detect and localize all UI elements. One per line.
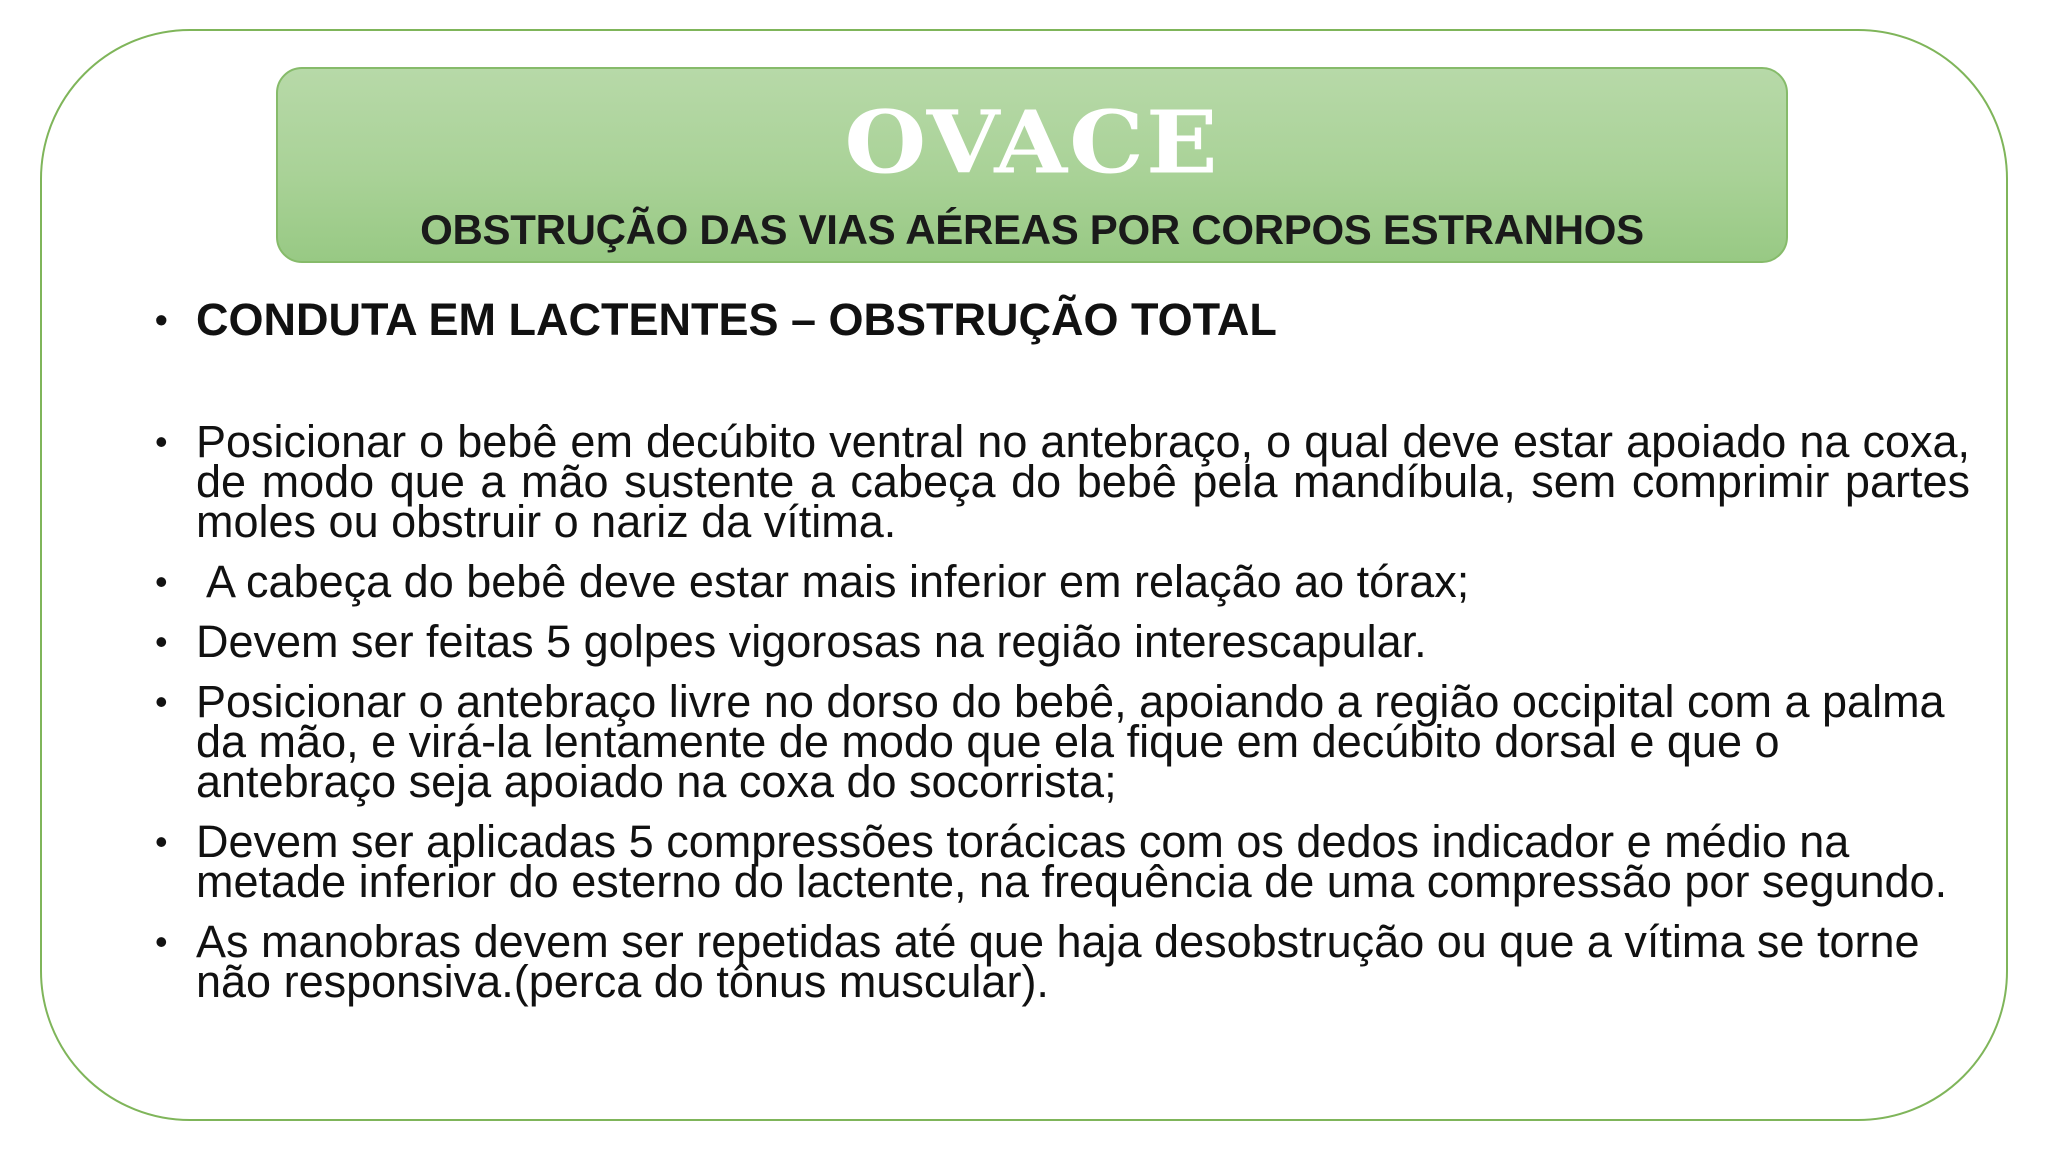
header-banner bbox=[276, 67, 1788, 263]
list-item bbox=[150, 816, 1970, 907]
bullet-icon: • bbox=[155, 921, 168, 962]
list-item-text: A cabeça do bebê deve estar mais inferior em relação ao tórax; bbox=[196, 556, 1470, 607]
slide-subtitle: OBSTRUÇÃO DAS VIAS AÉREAS POR CORPOS ESTRANHOS bbox=[420, 206, 1644, 253]
section-heading bbox=[150, 294, 1970, 345]
bullet-icon: • bbox=[155, 421, 168, 462]
content-list bbox=[150, 294, 1970, 1022]
list-item bbox=[150, 556, 1970, 607]
bullet-icon: • bbox=[155, 561, 168, 602]
list-item-text: Devem ser feitas 5 golpes vigorosas na região interescapular. bbox=[196, 616, 1427, 667]
section-heading-text: CONDUTA EM LACTENTES – OBSTRUÇÃO TOTAL bbox=[196, 294, 1277, 345]
list-item-text: Posicionar o antebraço livre no dorso do bebê, apoiando a região occipital com a palma da mão, e virá-la lentamente de modo que ela fique em decúbito dorsal e que o antebraço seja apoiado na coxa do socorrista; bbox=[196, 676, 1945, 807]
bullet-icon: • bbox=[155, 681, 168, 722]
list-item bbox=[150, 676, 1970, 807]
list-item bbox=[150, 616, 1970, 667]
bullet-icon: • bbox=[155, 299, 168, 340]
list-item-text: Posicionar o bebê em decúbito ventral no antebraço, o qual deve estar apoiado na coxa, de modo que a mão sustente a cabeça do bebê pela mandíbula, sem comprimir partes moles ou obstruir o nariz da vítima. bbox=[196, 416, 1970, 547]
bullet-icon: • bbox=[155, 821, 168, 862]
list-item-text: Devem ser aplicadas 5 compressões torácicas com os dedos indicador e médio na metade inferior do esterno do lactente, na frequência de uma compressão por segundo. bbox=[196, 816, 1948, 907]
list-item bbox=[150, 416, 1970, 547]
bullet-icon: • bbox=[155, 621, 168, 662]
list-item bbox=[150, 916, 1970, 1007]
slide-title: OVACE bbox=[844, 92, 1220, 194]
list-item-text: As manobras devem ser repetidas até que haja desobstrução ou que a vítima se torne não responsiva.(perca do tônus muscular). bbox=[196, 916, 1920, 1007]
